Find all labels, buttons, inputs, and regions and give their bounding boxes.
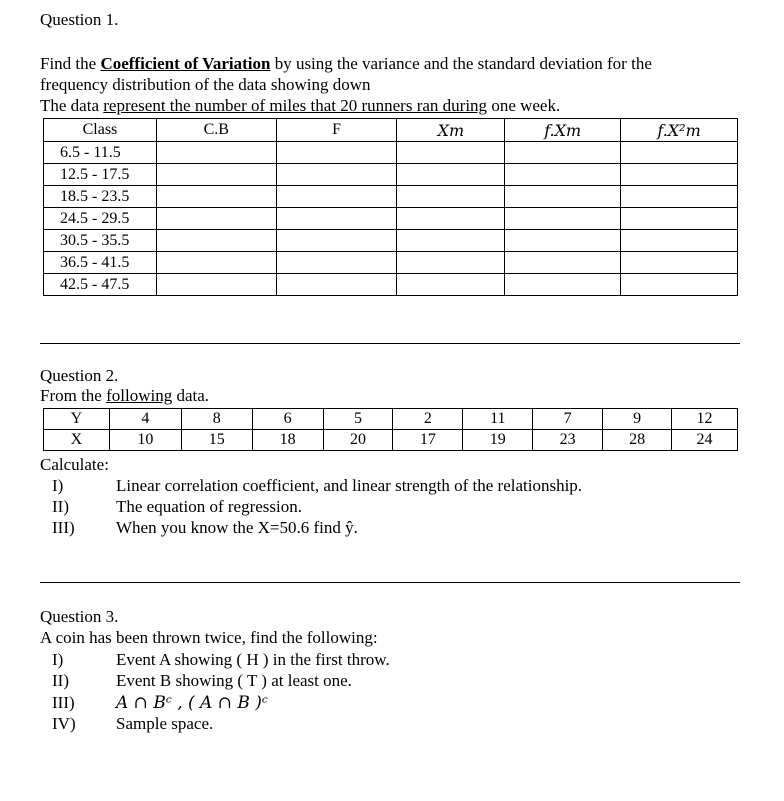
x-value: 20 bbox=[323, 430, 393, 451]
item-number: I) bbox=[52, 650, 64, 669]
q2-heading: Question 2. bbox=[40, 366, 119, 385]
q2-intro-post: data. bbox=[172, 386, 210, 405]
q1-intro-pre: Find the bbox=[40, 54, 101, 73]
y-value: 7 bbox=[533, 409, 603, 430]
x-value: 28 bbox=[603, 430, 672, 451]
y-label: Y bbox=[44, 409, 110, 430]
item-text: The equation of regression. bbox=[116, 497, 302, 516]
item-number: II) bbox=[52, 671, 69, 690]
q1-intro-post: by using the variance and the standard deviation for the bbox=[270, 54, 652, 73]
header-midpoint: Xm bbox=[397, 119, 505, 142]
y-value: 2 bbox=[393, 409, 463, 430]
y-value: 4 bbox=[109, 409, 181, 430]
frequency-table bbox=[43, 118, 738, 296]
x-value: 23 bbox=[533, 430, 603, 451]
q3-item bbox=[40, 650, 390, 670]
y-value: 11 bbox=[463, 409, 533, 430]
y-value: 9 bbox=[603, 409, 672, 430]
item-text: Event B showing ( T ) at least one. bbox=[116, 671, 352, 690]
class-cell: 12.5 - 17.5 bbox=[44, 164, 157, 186]
header-class-boundary: C.B bbox=[156, 119, 276, 142]
table-row bbox=[44, 252, 738, 274]
x-value: 10 bbox=[109, 430, 181, 451]
q3-intro: A coin has been thrown twice, find the following: bbox=[40, 628, 378, 647]
x-row bbox=[44, 430, 738, 451]
header-f-xm-squared: f.X²m bbox=[621, 119, 738, 142]
q3-item bbox=[40, 693, 268, 713]
table-row bbox=[44, 142, 738, 164]
q2-intro bbox=[40, 386, 209, 406]
table-row bbox=[44, 208, 738, 230]
q2-intro-ul: following bbox=[106, 386, 173, 405]
q1-data-post: one week. bbox=[487, 96, 561, 115]
q1-data-pre: The data bbox=[40, 96, 104, 115]
q2-calculate-label: Calculate: bbox=[40, 455, 109, 474]
section-divider bbox=[40, 582, 740, 583]
item-number: I) bbox=[52, 476, 64, 495]
q2-item bbox=[40, 518, 358, 538]
q3-item bbox=[40, 671, 352, 691]
item-number: III) bbox=[52, 518, 75, 537]
item-text: A ∩ Bᶜ , ( A ∩ B )ᶜ bbox=[116, 693, 268, 713]
x-label: X bbox=[44, 430, 110, 451]
item-number: IV) bbox=[52, 714, 76, 733]
section-divider bbox=[40, 343, 740, 344]
class-cell: 42.5 - 47.5 bbox=[44, 274, 157, 296]
x-value: 18 bbox=[252, 430, 323, 451]
q2-item bbox=[40, 476, 582, 496]
q1-intro-line2: frequency distribution of the data showing down bbox=[40, 75, 371, 94]
class-cell: 18.5 - 23.5 bbox=[44, 186, 157, 208]
item-text: When you know the X=50.6 find ŷ. bbox=[116, 518, 358, 537]
x-value: 17 bbox=[393, 430, 463, 451]
item-text: Linear correlation coefficient, and linear strength of the relationship. bbox=[116, 476, 583, 495]
table-row bbox=[44, 274, 738, 296]
table-row bbox=[44, 230, 738, 252]
table-row bbox=[44, 186, 738, 208]
item-text: Event A showing ( H ) in the first throw. bbox=[116, 650, 390, 669]
header-f-xm: f.Xm bbox=[505, 119, 621, 142]
y-value: 8 bbox=[181, 409, 252, 430]
q1-intro-bold: Coefficient of Variation bbox=[100, 54, 271, 73]
q1-data-ul: represent the number of miles that 20 runners ran during bbox=[103, 96, 488, 115]
header-frequency: F bbox=[276, 119, 397, 142]
y-value: 5 bbox=[323, 409, 393, 430]
header-class: Class bbox=[44, 119, 157, 142]
y-value: 6 bbox=[252, 409, 323, 430]
q3-item bbox=[40, 714, 213, 734]
x-value: 15 bbox=[181, 430, 252, 451]
class-cell: 30.5 - 35.5 bbox=[44, 230, 157, 252]
frequency-table-header bbox=[44, 119, 738, 142]
q2-intro-pre: From the bbox=[40, 386, 107, 405]
x-value: 24 bbox=[672, 430, 738, 451]
q2-item bbox=[40, 497, 302, 517]
table-row bbox=[44, 164, 738, 186]
item-number: II) bbox=[52, 497, 69, 516]
item-text: Sample space. bbox=[116, 714, 214, 733]
x-value: 19 bbox=[463, 430, 533, 451]
q1-intro-line1 bbox=[40, 54, 652, 74]
item-number: III) bbox=[52, 693, 75, 712]
xy-data-table bbox=[43, 408, 738, 451]
y-row bbox=[44, 409, 738, 430]
class-cell: 6.5 - 11.5 bbox=[44, 142, 157, 164]
y-value: 12 bbox=[672, 409, 738, 430]
q1-heading: Question 1. bbox=[40, 10, 119, 29]
q3-heading: Question 3. bbox=[40, 607, 119, 626]
q1-data-line bbox=[40, 96, 560, 116]
class-cell: 36.5 - 41.5 bbox=[44, 252, 157, 274]
class-cell: 24.5 - 29.5 bbox=[44, 208, 157, 230]
